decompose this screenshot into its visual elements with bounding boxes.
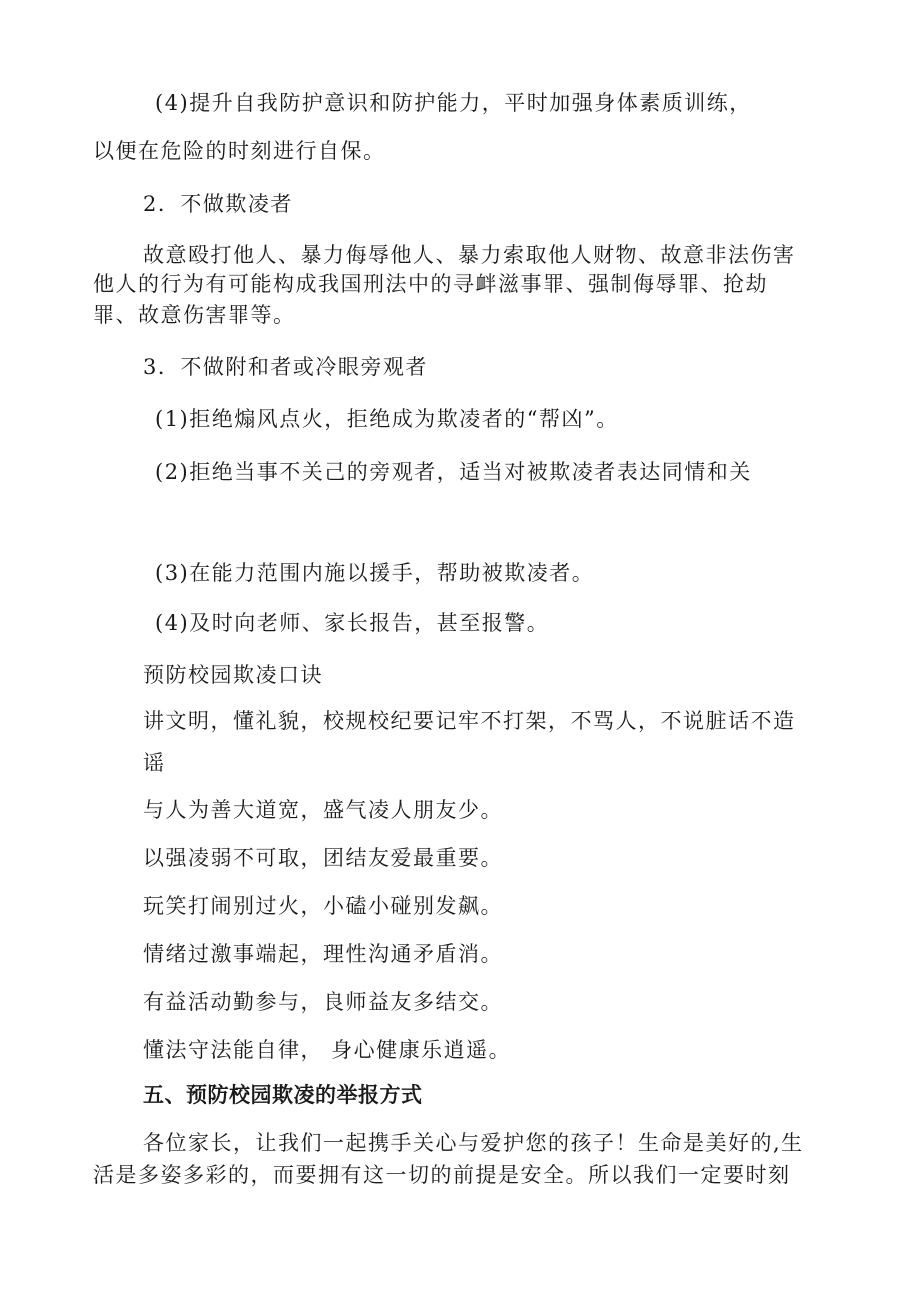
- point-2-title: 2．不做欺凌者: [143, 192, 293, 216]
- rhyme-line-2: 以强凌弱不可取，团结友爱最重要。: [143, 846, 503, 870]
- section-5-body-line-2: 活是多姿多彩的，而要拥有这一切的前提是安全。所以我们一定要时刻: [93, 1163, 791, 1187]
- point-3-item-2: (2)拒绝当事不关己的旁观者，适当对被欺凌者表达同情和关: [155, 460, 752, 484]
- rhyme-title: 预防校园欺凌口诀: [143, 663, 323, 687]
- rhyme-intro-line-2: 谣: [143, 751, 166, 775]
- point-3-item-4: (4)及时向老师、家长报告，甚至报警。: [155, 611, 550, 635]
- point-3-item-3: (3)在能力范围内施以援手，帮助被欺凌者。: [155, 561, 595, 585]
- point-3-title: 3．不做附和者或冷眼旁观者: [143, 355, 428, 379]
- rhyme-line-6: 懂法守法能自律， 身心健康乐逍遥。: [143, 1038, 512, 1062]
- rhyme-line-4: 情绪过激事端起，理性沟通矛盾消。: [143, 942, 503, 966]
- point-3-item-1: (1)拒绝煽风点火，拒绝成为欺凌者的“帮凶”。: [155, 407, 619, 431]
- point-2-body-line-1: 故意殴打他人、暴力侮辱他人、暴力索取他人财物、故意非法伤害: [143, 243, 796, 267]
- rhyme-line-5: 有益活动勤参与，良师益友多结交。: [143, 990, 503, 1014]
- section-5-heading: 五、预防校园欺凌的举报方式: [143, 1083, 423, 1107]
- rhyme-line-3: 玩笑打闹别过火，小磕小碰别发飙。: [143, 894, 503, 918]
- rhyme-intro-line-1: 讲文明，懂礼貌，校规校纪要记牢不打架，不骂人，不说脏话不造: [143, 709, 796, 733]
- rhyme-line-1: 与人为善大道宽，盛气凌人朋友少。: [143, 798, 503, 822]
- point-2-body-line-2: 他人的行为有可能构成我国刑法中的寻衅滋事罪、强制侮辱罪、抢劫: [93, 272, 768, 296]
- item-4-line-2: 以便在危险的时刻进行自保。: [93, 139, 386, 163]
- item-4-line-1: (4)提升自我防护意识和防护能力，平时加强身体素质训练，: [155, 91, 752, 115]
- point-2-body-line-3: 罪、故意伤害罪等。: [93, 303, 296, 327]
- section-5-body-line-1: 各位家长，让我们一起携手关心与爱护您的孩子！生命是美好的,生: [143, 1131, 804, 1155]
